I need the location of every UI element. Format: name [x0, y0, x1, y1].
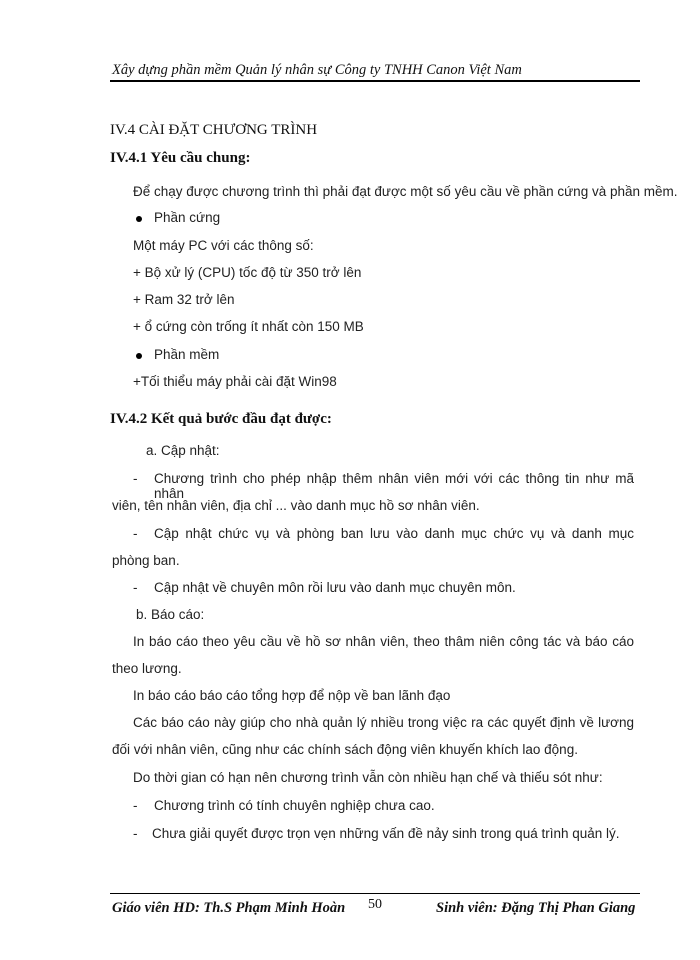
footer-teacher: Giáo viên HD: Th.S Phạm Minh Hoàn	[112, 900, 346, 916]
update-item-line: Cập nhật về chuyên môn rồi lưu vào danh mục chuyên môn.	[154, 580, 516, 595]
report-para: In báo cáo báo cáo tổng hợp để nộp về ban lãnh đạo	[133, 688, 451, 703]
software-label: Phần mềm	[154, 347, 220, 362]
update-item-line: Chương trình cho phép nhập thêm nhân viên mới với các thông tin như mã nhân	[154, 471, 634, 501]
report-para-line: Các báo cáo này giúp cho nhà quản lý nhiều trong việc ra các quyết định về lương	[133, 715, 634, 730]
footer-student: Sinh viên: Đặng Thị Phan Giang	[436, 900, 636, 916]
software-item: +Tối thiểu máy phải cài đặt Win98	[133, 374, 337, 389]
dash-marker: -	[133, 826, 138, 841]
header-divider	[110, 80, 640, 82]
hardware-item: + Ram 32 trở lên	[133, 292, 235, 307]
hardware-label: Phần cứng	[154, 210, 221, 225]
subheading-a: a. Cập nhật:	[146, 443, 220, 458]
section-heading: IV.4 CÀI ĐẶT CHƯƠNG TRÌNH	[110, 122, 318, 138]
update-item-line: phòng ban.	[112, 553, 180, 568]
limits-intro: Do thời gian có hạn nên chương trình vẫn còn nhiều hạn chế và thiếu sót như:	[133, 770, 603, 785]
bullet-icon	[136, 353, 142, 359]
footer-divider	[110, 893, 640, 894]
report-para-line: đối với nhân viên, cũng như các chính sách động viên khuyến khích lao động.	[112, 742, 578, 757]
subsection-heading-2: IV.4.2 Kết quả bước đầu đạt được:	[110, 411, 332, 427]
bullet-icon	[136, 216, 142, 222]
subheading-b: b. Báo cáo:	[136, 607, 205, 622]
hardware-intro: Một máy PC với các thông số:	[133, 238, 314, 253]
limit-item: Chương trình có tính chuyên nghiệp chưa cao.	[154, 798, 435, 813]
dash-marker: -	[133, 798, 138, 813]
hardware-item: + Bộ xử lý (CPU) tốc độ từ 350 trở lên	[133, 265, 362, 280]
running-header: Xây dựng phần mềm Quản lý nhân sự Công ty TNHH Canon Việt Nam	[112, 62, 522, 78]
intro-text: Để chạy được chương trình thì phải đạt được một số yêu cầu về phần cứng và phần mềm.	[133, 184, 678, 199]
report-para-line: theo lương.	[112, 661, 182, 676]
dash-marker: -	[133, 526, 138, 541]
update-item-line: Cập nhật chức vụ và phòng ban lưu vào danh mục chức vụ và danh mục	[154, 526, 634, 541]
update-item-line: viên, tên nhân viên, địa chỉ ... vào danh mục hồ sơ nhân viên.	[112, 498, 480, 513]
limit-item: Chưa giải quyết được trọn vẹn những vấn đề nảy sinh trong quá trình quản lý.	[152, 826, 620, 841]
subsection-heading-1: IV.4.1 Yêu cầu chung:	[110, 150, 251, 166]
hardware-item: + ổ cứng còn trống ít nhất còn 150 MB	[133, 319, 364, 334]
report-para-line: In báo cáo theo yêu cầu về hồ sơ nhân viên, theo thâm niên công tác và báo cáo	[133, 634, 634, 649]
page-number: 50	[368, 897, 382, 912]
dash-marker: -	[133, 580, 138, 595]
dash-marker: -	[133, 471, 138, 486]
